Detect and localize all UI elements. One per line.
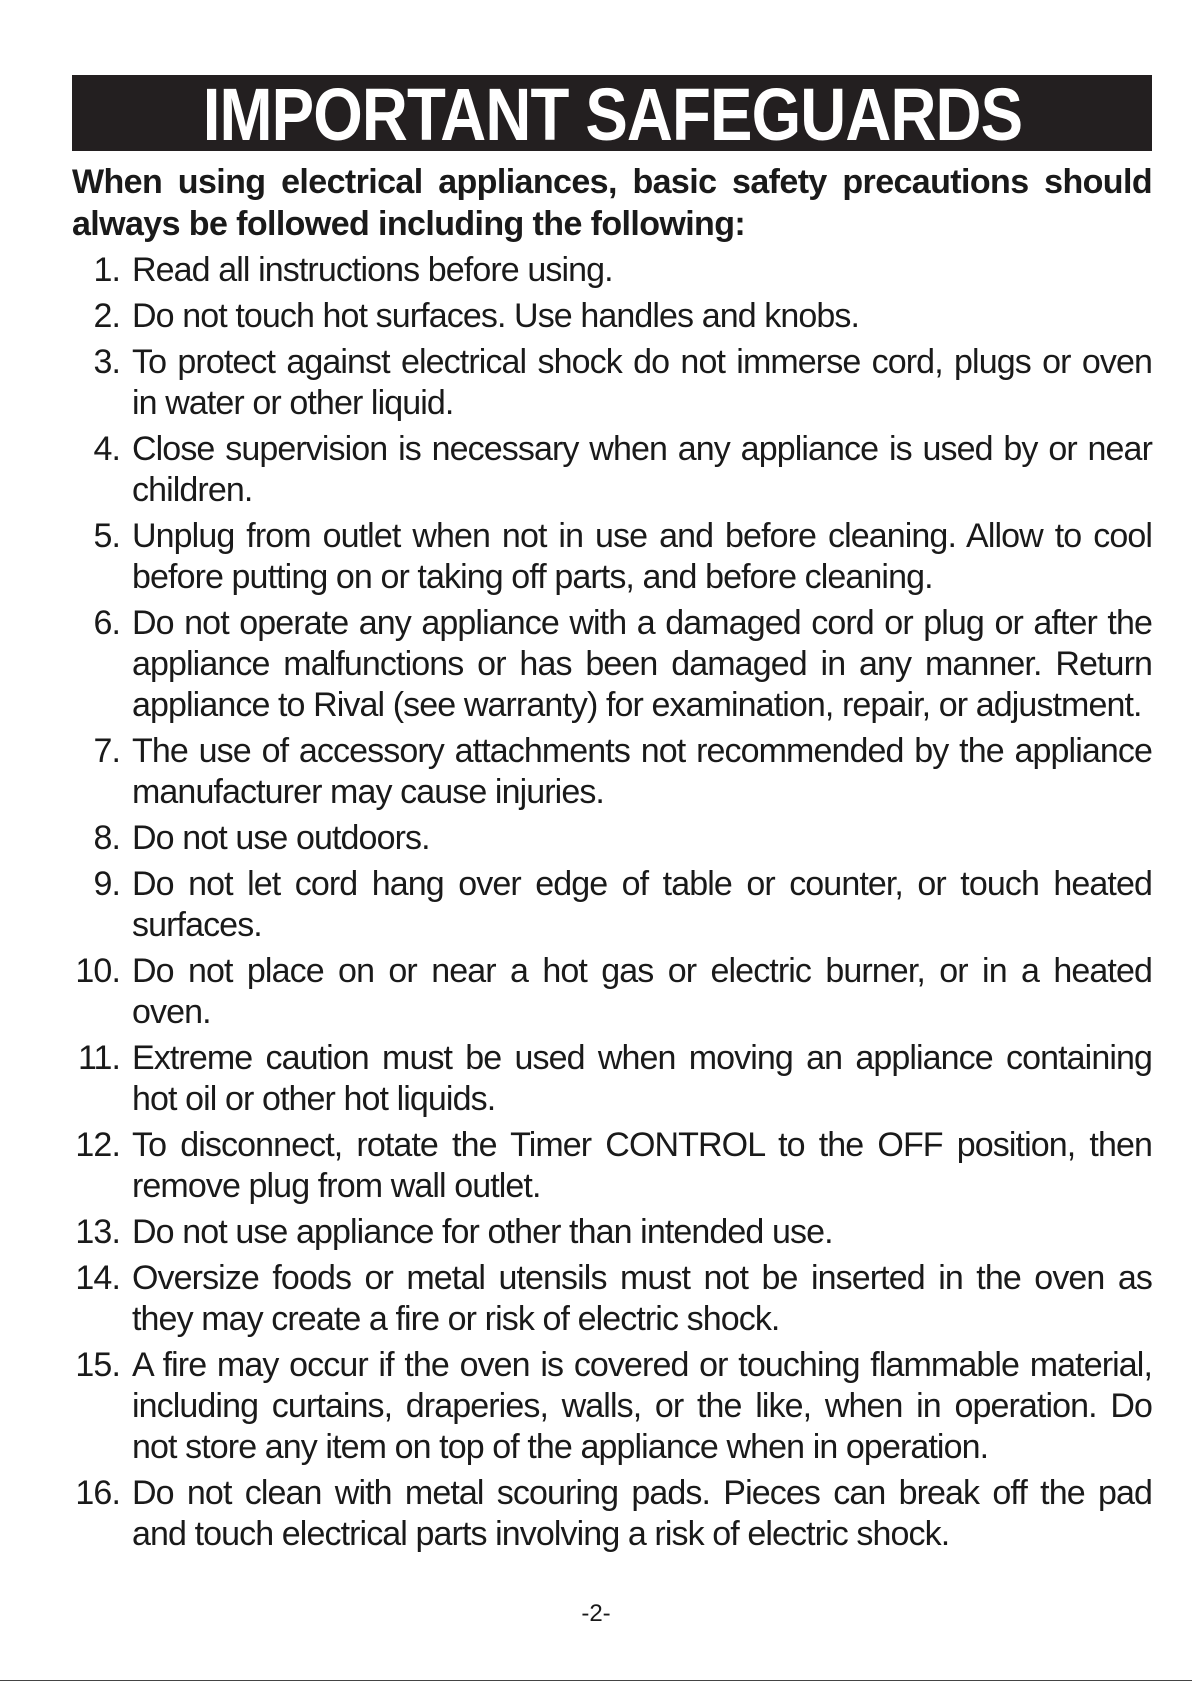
- safeguard-text: Oversize foods or metal utensils must not be inserted in the oven as they may create a fire or risk of electric shock.: [132, 1259, 1152, 1338]
- safeguard-text: A fire may occur if the oven is covered or touching flammable material, including curtains, draperies, walls, or the like, when in operation. Do not store any item on top of the appliance when in operation.: [132, 1346, 1152, 1466]
- intro-paragraph: When using electrical appliances, basic safety precautions should always be followed including the following:: [72, 163, 1152, 243]
- safeguard-item: [72, 1212, 1152, 1253]
- safeguard-number: 3.: [93, 343, 120, 381]
- safeguard-item: [72, 951, 1152, 1033]
- safeguard-item: [72, 250, 1152, 291]
- page-title: IMPORTANT SAFEGUARDS: [202, 73, 1022, 156]
- safeguard-text: Do not let cord hang over edge of table or counter, or touch heated surfaces.: [132, 865, 1152, 944]
- safeguard-number: 11.: [77, 1039, 120, 1077]
- safeguard-number: 16.: [75, 1474, 120, 1512]
- safeguard-item: [72, 296, 1152, 337]
- safeguard-text: Do not use outdoors.: [132, 819, 430, 857]
- safeguard-item: [72, 731, 1152, 813]
- safeguard-number: 15.: [75, 1346, 120, 1384]
- safeguard-number: 12.: [75, 1126, 120, 1164]
- safeguard-text: Read all instructions before using.: [132, 251, 613, 289]
- safeguard-item: [72, 1038, 1152, 1120]
- safeguard-item: [72, 818, 1152, 859]
- page-number: -2-: [581, 1600, 611, 1627]
- safeguard-text: Do not place on or near a hot gas or electric burner, or in a heated oven.: [132, 952, 1152, 1031]
- safeguard-number: 1.: [93, 251, 120, 289]
- safeguard-item: [72, 1473, 1152, 1555]
- safeguard-text: Do not use appliance for other than intended use.: [132, 1213, 833, 1251]
- safeguard-item: [72, 1258, 1152, 1340]
- safeguard-item: [72, 864, 1152, 946]
- safeguard-item: [72, 342, 1152, 424]
- safeguard-number: 13.: [75, 1213, 120, 1251]
- safeguard-item: [72, 1345, 1152, 1468]
- safeguard-text: To disconnect, rotate the Timer CONTROL to the OFF position, then remove plug from wall outlet.: [132, 1126, 1152, 1205]
- safeguards-list: [72, 250, 1152, 1555]
- safeguard-text: Close supervision is necessary when any appliance is used by or near children.: [132, 430, 1152, 509]
- safeguard-text: Unplug from outlet when not in use and before cleaning. Allow to cool before putting on or taking off parts, and before cleaning.: [132, 517, 1152, 596]
- safeguard-number: 10.: [75, 952, 120, 990]
- safeguard-text: The use of accessory attachments not recommended by the appliance manufacturer may cause injuries.: [132, 732, 1152, 811]
- safeguard-number: 2.: [93, 297, 120, 335]
- safeguard-number: 5.: [93, 517, 120, 555]
- safeguard-item: [72, 1125, 1152, 1207]
- title-banner: [72, 73, 1152, 156]
- safeguard-text: Do not operate any appliance with a damaged cord or plug or after the appliance malfunctions or has been damaged in any manner. Return appliance to Rival (see warranty) for examination, repair, or adjustment.: [132, 604, 1152, 724]
- safeguard-number: 14.: [75, 1259, 120, 1297]
- safeguard-number: 6.: [93, 604, 120, 642]
- page-edge-divider: [0, 1680, 1192, 1681]
- safeguard-text: Extreme caution must be used when moving an appliance containing hot oil or other hot liquids.: [132, 1039, 1152, 1118]
- safeguard-number: 7.: [93, 732, 120, 770]
- safeguard-text: Do not touch hot surfaces. Use handles and knobs.: [132, 297, 860, 335]
- safeguard-text: To protect against electrical shock do not immerse cord, plugs or oven in water or other liquid.: [132, 343, 1152, 422]
- safeguard-number: 9.: [93, 865, 120, 903]
- safeguard-item: [72, 603, 1152, 726]
- safeguard-item: [72, 429, 1152, 511]
- safeguard-number: 8.: [93, 819, 120, 857]
- safeguard-number: 4.: [93, 430, 120, 468]
- safeguard-text: Do not clean with metal scouring pads. Pieces can break off the pad and touch electrical parts involving a risk of electric shock.: [132, 1474, 1152, 1553]
- safeguard-item: [72, 516, 1152, 598]
- document-page: [72, 75, 1152, 1555]
